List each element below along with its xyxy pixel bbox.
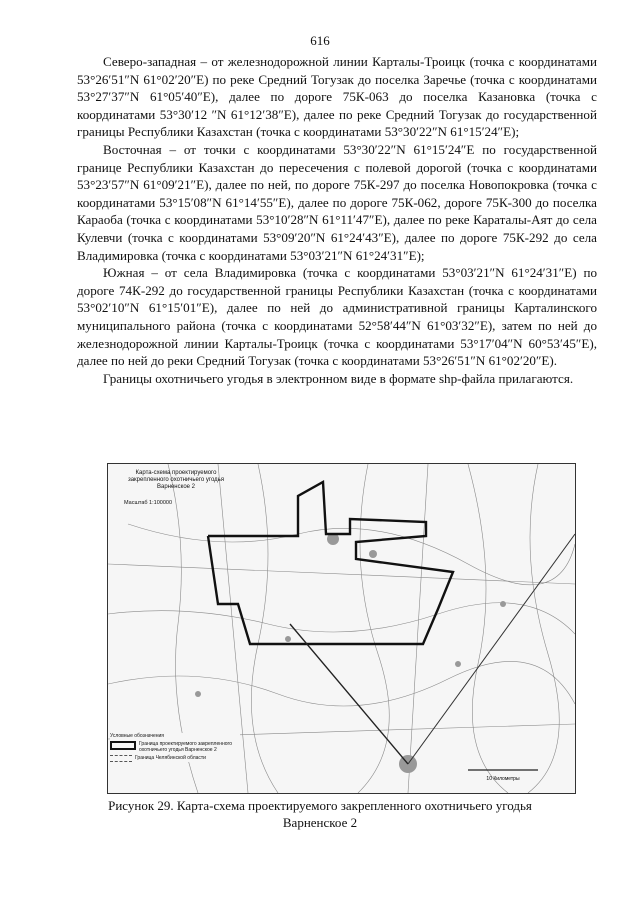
caption-line: Рисунок 29. Карта-схема проектируемого закрепленного охотничьего угодья — [108, 798, 532, 813]
legend-item — [110, 755, 240, 762]
map-figure — [107, 463, 576, 794]
page-number: 616 — [310, 33, 330, 48]
paragraph-south: Южная – от села Владимировка (точка с координатами 53°03′21″N 61°24′31″E) по дороге 74К-292 до государственной границы Республики Казахстан (точка с координатами 53°02′10″N 61°15′01″E), далее по ней до административной границы Карталинского муниципального района (точка с координатами 52°58′44″N 61°03′32″E), затем по ней до железнодорожной линии Карталы-Троицк (точка с координатами 53°17′04″N 60°53′45″E), далее по ней до реки Средний Тогузак (точка с координатами 53°26′51″N 61°02′20″E). — [77, 265, 597, 369]
map-title-line: Карта-схема проектируемого — [135, 470, 217, 476]
legend-item — [110, 741, 240, 753]
map-title — [116, 470, 236, 492]
paragraph-shp-note: Границы охотничьего угодья в электронном виде в формате shp-файла прилагаются. — [103, 370, 574, 386]
legend-label: Граница Челябинской области — [135, 755, 206, 761]
scale-bar-label: 10 Километры — [486, 776, 520, 782]
hunting-ground-boundary — [208, 482, 453, 644]
legend-swatch — [110, 741, 136, 750]
legend-label: Граница проектируемого закрепленного охотничьего угодья Варненское 2 — [139, 741, 233, 753]
map-title-line: закрепленного охотничьего угодья — [127, 477, 225, 484]
paragraph-east: Восточная – от точки с координатами 53°30′22″N 61°15′24″E по государственной границе Республики Казахстан до пересечения с полевой дорогой (точка с координатами 53°23′57″N 61°09′21″E), далее по ней, по дороге 75К-297 до поселка Новопокровка (точка с координатами 53°15′08″N 61°14′55″E), далее по дороге 75К-062, дороге 75К-300 до поселка Караоба (точка с координатами 53°10′28″N 61°11′47″E), далее по реке Караталы-Аят до села Кулевчи (точка с координатами 53°09′20″N 61°24′43″E), далее по дороге 75К-292 до села Владимировка (точка с координатами 53°03′21″N 61°24′31″E); — [77, 141, 597, 263]
paragraph-north-west: Северо-западная – от железнодорожной линии Карталы-Троицк (точка с координатами 53°26′51″N 61°02′20″E) по реке Средний Тогузак до поселка Заречье (точка с координатами 53°27′37″N 61°05′40″E), далее по дороге 75К-063 до поселка Казановка (точка с координатами 53°30′12 ″N 61°12′38″E), далее по реке Средний Тогузак до государственной границы Республики Казахстан (точка с координатами 53°30′22″N 61°15′24″E); — [77, 54, 597, 140]
figure-caption — [40, 797, 600, 831]
map-legend — [110, 733, 240, 762]
map-title-line: Варненское 2 — [156, 484, 195, 491]
map-scale: Масштаб 1:100000 — [124, 500, 172, 506]
caption-line: Варненское 2 — [282, 815, 358, 830]
legend-heading: Условные обозначения — [110, 733, 165, 739]
body-text — [77, 53, 597, 387]
map-settlements — [195, 533, 506, 773]
legend-swatch — [110, 755, 132, 762]
